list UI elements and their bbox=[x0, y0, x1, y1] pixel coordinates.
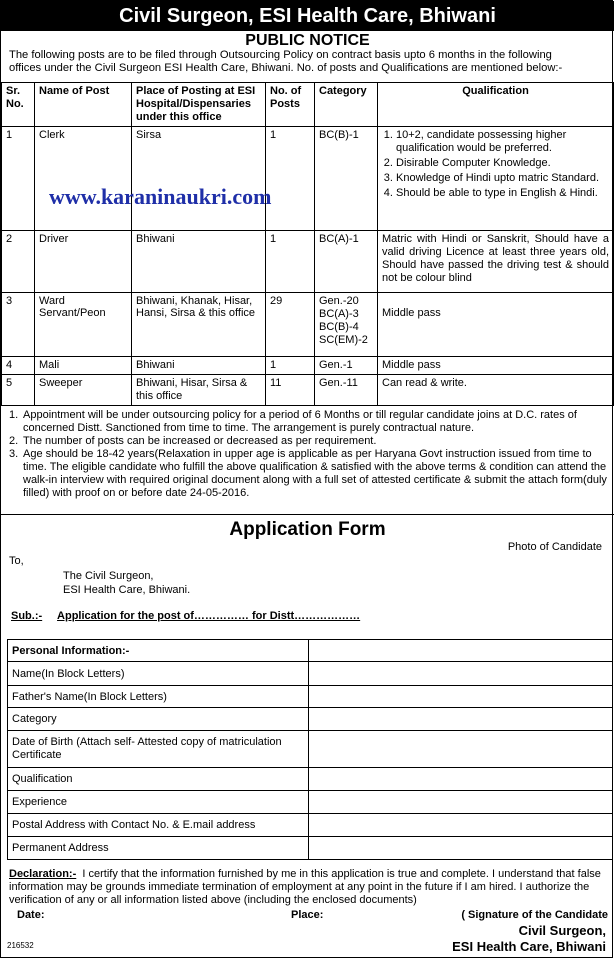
cell-place: Bhiwani, Khanak, Hisar, Hansi, Sirsa & this office bbox=[132, 293, 266, 357]
posts-table-header bbox=[2, 83, 614, 127]
declaration bbox=[9, 868, 609, 907]
header-qualification: Qualification bbox=[378, 83, 614, 127]
cell-qualification: Matric with Hindi or Sanskrit, Should have a valid driving Licence at least three years old, Should have passed the driving test & should not be colour blind bbox=[378, 231, 614, 293]
category-line: BC(B)-4 bbox=[319, 321, 359, 333]
note-number: 1. bbox=[9, 409, 19, 421]
field-label: Category bbox=[8, 708, 309, 731]
table-row bbox=[2, 231, 614, 293]
cell-place: Bhiwani bbox=[132, 231, 266, 293]
field-label: Qualification bbox=[8, 768, 309, 791]
field-input[interactable] bbox=[309, 731, 613, 768]
notice-title: PUBLIC NOTICE bbox=[245, 32, 370, 49]
cell-place: Sirsa bbox=[132, 127, 266, 231]
subject-label: Sub.:- bbox=[11, 610, 43, 622]
posts-table bbox=[1, 82, 614, 406]
intro-line-2: offices under the Civil Surgeon ESI Health Care, Bhiwani. No. of posts and Qualifications are mentioned below:- bbox=[9, 62, 563, 74]
page-header: Civil Surgeon, ESI Health Care, Bhiwani bbox=[1, 1, 614, 31]
header-category: Category bbox=[315, 83, 378, 127]
table-row bbox=[8, 686, 613, 708]
category-line: Gen.-20 bbox=[319, 295, 359, 307]
cell-place: Bhiwani bbox=[132, 357, 266, 375]
cell-sr: 2 bbox=[2, 231, 35, 293]
cell-name: Mali bbox=[35, 357, 132, 375]
field-label: Permanent Address bbox=[8, 837, 309, 860]
note-number: 2. bbox=[9, 435, 19, 447]
category-line: BC(A)-3 bbox=[319, 308, 359, 320]
list-item: 1. 10+2, candidate possessing higher qualification would be preferred. bbox=[396, 129, 609, 155]
signatory bbox=[452, 923, 606, 955]
cell-sr: 3 bbox=[2, 293, 35, 357]
application-form-table bbox=[7, 639, 613, 860]
table-row bbox=[8, 708, 613, 731]
category-line: SC(EM)-2 bbox=[319, 334, 368, 346]
cell-qualification: Middle pass bbox=[378, 357, 614, 375]
cell-name: Driver bbox=[35, 231, 132, 293]
table-row bbox=[8, 662, 613, 686]
category-line: BC(B)-1 bbox=[319, 129, 359, 141]
header-place: Place of Posting at ESI Hospital/Dispensaries under this office bbox=[132, 83, 266, 127]
cell-count: 1 bbox=[266, 357, 315, 375]
subject-line bbox=[11, 610, 360, 622]
field-label: Postal Address with Contact No. & E.mail address bbox=[8, 814, 309, 837]
table-row bbox=[8, 731, 613, 768]
field-input[interactable] bbox=[309, 768, 613, 791]
cell-count: 11 bbox=[266, 375, 315, 406]
field-input[interactable] bbox=[309, 791, 613, 814]
subject-text: Application for the post of…………… for Distt……………… bbox=[57, 610, 361, 622]
field-label: Father's Name(In Block Letters) bbox=[8, 686, 309, 708]
field-label: Date of Birth (Attach self- Attested copy of matriculation Certificate bbox=[8, 731, 309, 768]
list-item bbox=[9, 435, 609, 448]
field-input[interactable] bbox=[309, 640, 613, 662]
category-line: Gen.-11 bbox=[319, 377, 358, 389]
list-item: 4. Should be able to type in English & Hindi. bbox=[396, 187, 609, 200]
cell-count: 1 bbox=[266, 231, 315, 293]
note-number: 3. bbox=[9, 448, 19, 460]
date-label: Date: bbox=[17, 909, 45, 921]
declaration-heading: Declaration:- bbox=[9, 868, 77, 880]
cell-category bbox=[315, 293, 378, 357]
field-input[interactable] bbox=[309, 814, 613, 837]
cell-name: Clerk bbox=[35, 127, 132, 231]
category-line: Gen.-1 bbox=[319, 359, 353, 371]
header-sr: Sr. No. bbox=[2, 83, 35, 127]
address-line-1: The Civil Surgeon, bbox=[63, 570, 154, 582]
cell-category bbox=[315, 357, 378, 375]
intro-line-1: The following posts are to be filed through Outsourcing Policy on contract basis upto 6 months in the following bbox=[9, 49, 552, 61]
field-label: Experience bbox=[8, 791, 309, 814]
cell-category bbox=[315, 375, 378, 406]
signatory-line-1: Civil Surgeon, bbox=[518, 923, 606, 938]
note-text: Appointment will be under outsourcing policy for a period of 6 Months or till regular candidate joins at D.C. rates of concerned Distt. Sanctioned from time to time. The arrangement is purely contractual nature. bbox=[23, 409, 577, 434]
cell-qualification: Can read & write. bbox=[378, 375, 614, 406]
section-divider bbox=[1, 514, 614, 515]
cell-name: Sweeper bbox=[35, 375, 132, 406]
header-count: No. of Posts bbox=[266, 83, 315, 127]
note-text: The number of posts can be increased or decreased as per requirement. bbox=[23, 435, 377, 447]
field-input[interactable] bbox=[309, 708, 613, 731]
notes-list bbox=[9, 409, 609, 500]
cell-count: 1 bbox=[266, 127, 315, 231]
table-row bbox=[8, 640, 613, 662]
declaration-text: I certify that the information furnished by me in this application is true and complete. I understand that false information may be grounds immediate termination of employment at any point in the future if I am hired. I authorize the verification of any or all information listed above (including the enclosed documents) bbox=[9, 868, 601, 906]
cell-count: 29 bbox=[266, 293, 315, 357]
note-text: Age should be 18-42 years(Relaxation in upper age is applicable as per Haryana Govt instruction issued from time to time. The eligible candidate who fulfill the above qualification & satisfied with the above terms & condition can attend the walk-in interview with required original document along with a full set of attested certificate & submit the attach form(duly filled) with proof on or before date 24-05-2016. bbox=[23, 448, 607, 499]
table-row bbox=[2, 127, 614, 231]
watermark: www.karaninaukri.com bbox=[49, 184, 272, 209]
table-row bbox=[2, 375, 614, 406]
notice-intro bbox=[9, 49, 607, 75]
list-item bbox=[9, 448, 609, 500]
cell-qualification bbox=[378, 127, 614, 231]
field-label: Personal Information:- bbox=[8, 640, 309, 662]
signatory-line-2: ESI Health Care, Bhiwani bbox=[452, 939, 606, 954]
cell-place: Bhiwani, Hisar, Sirsa & this office bbox=[132, 375, 266, 406]
field-input[interactable] bbox=[309, 662, 613, 686]
to-label: To, bbox=[9, 555, 24, 567]
qualification-list bbox=[382, 129, 609, 200]
cell-sr: 5 bbox=[2, 375, 35, 406]
address-line-2: ESI Health Care, Bhiwani. bbox=[63, 584, 191, 596]
cell-sr: 1 bbox=[2, 127, 35, 231]
table-row bbox=[8, 768, 613, 791]
cell-category bbox=[315, 231, 378, 293]
cell-qualification: Middle pass bbox=[378, 293, 614, 357]
place-label: Place: bbox=[291, 909, 324, 921]
photo-label: Photo of Candidate bbox=[507, 541, 602, 553]
reference-code: 216532 bbox=[7, 941, 34, 950]
table-row bbox=[2, 293, 614, 357]
table-row bbox=[8, 814, 613, 837]
signature-label: ( Signature of the Candidate bbox=[461, 909, 608, 921]
list-item bbox=[9, 409, 609, 435]
application-form-title: Application Form bbox=[229, 519, 386, 540]
cell-sr: 4 bbox=[2, 357, 35, 375]
table-row bbox=[2, 357, 614, 375]
list-item: 3. Knowledge of Hindi upto matric Standard. bbox=[396, 172, 609, 185]
field-input[interactable] bbox=[309, 837, 613, 860]
recipient-address bbox=[63, 569, 190, 597]
field-label: Name(In Block Letters) bbox=[8, 662, 309, 686]
field-input[interactable] bbox=[309, 686, 613, 708]
table-row bbox=[8, 791, 613, 814]
header-name: Name of Post bbox=[35, 83, 132, 127]
list-item: 2. Disirable Computer Knowledge. bbox=[396, 157, 609, 170]
table-row bbox=[8, 837, 613, 860]
cell-name: Ward Servant/Peon bbox=[35, 293, 132, 357]
cell-category bbox=[315, 127, 378, 231]
category-line: BC(A)-1 bbox=[319, 233, 359, 245]
